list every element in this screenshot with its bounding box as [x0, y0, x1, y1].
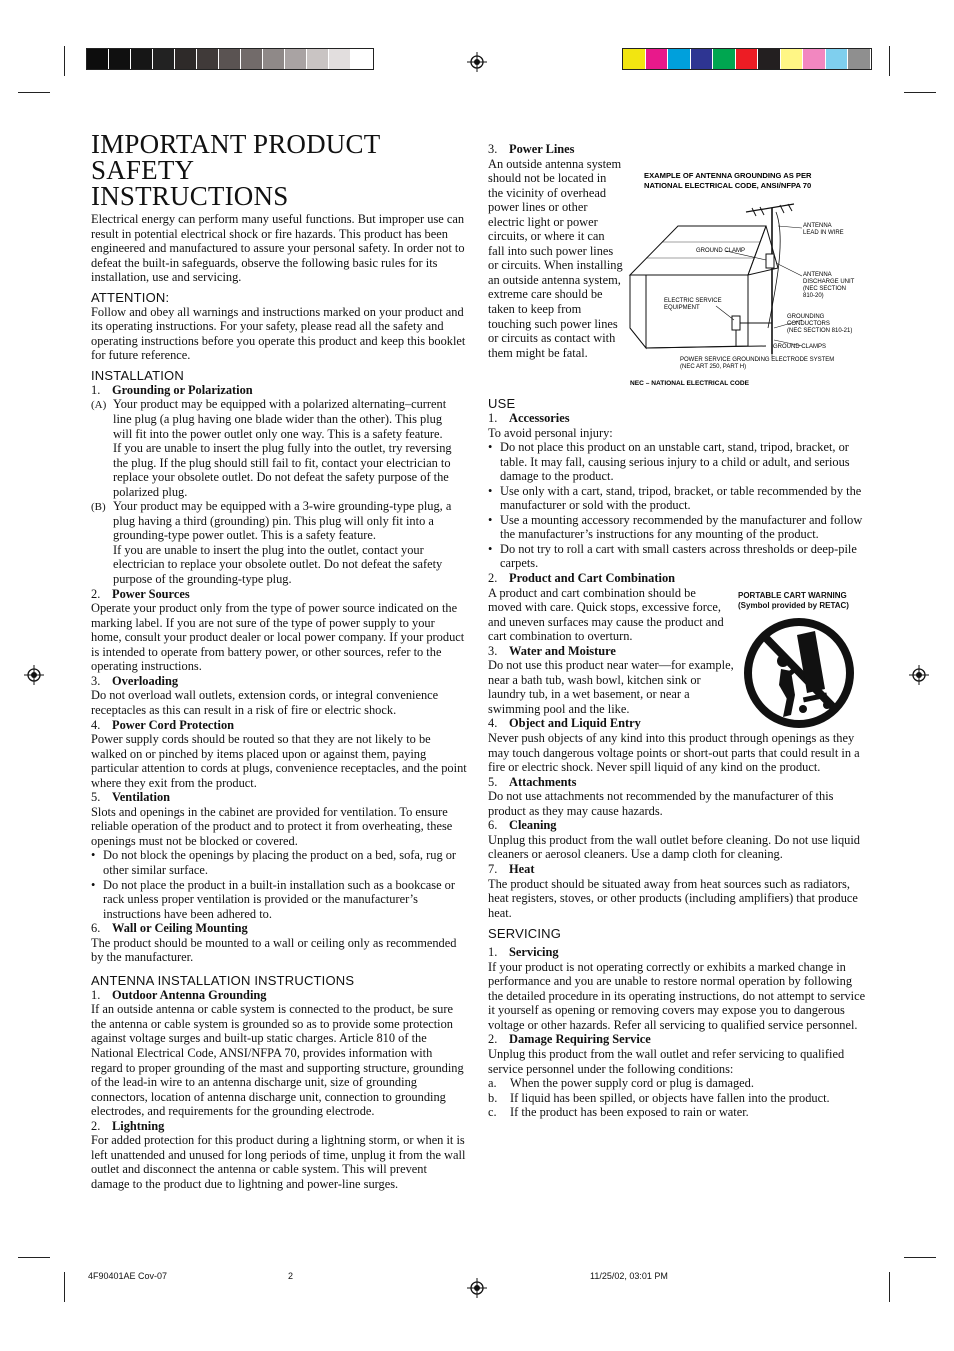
paragraph: Unplug this product from the wall outlet before cleaning. Do not use liquid cleaners or aerosol cleaners. Use a damp cloth for cleaning.: [488, 832, 860, 862]
svg-text:(NEC ART 250, PART H): (NEC ART 250, PART H): [680, 364, 747, 370]
paragraph: To avoid personal injury:: [488, 425, 613, 440]
svg-text:POWER SERVICE GROUNDING ELECTR: POWER SERVICE GROUNDING ELECTRODE SYSTEM: [680, 357, 835, 363]
calibration-swatch: [668, 49, 691, 69]
crop-mark: [64, 1272, 65, 1302]
color-calibration-bar: [622, 48, 872, 70]
antenna-heading: ANTENNA INSTALLATION INSTRUCTIONS: [91, 972, 355, 988]
svg-text:ANTENNA: ANTENNA: [803, 223, 832, 229]
paragraph: The product should be mounted to a wall or ceiling only as recommended by the manufacturer.: [91, 935, 457, 965]
calibration-swatch: [219, 49, 241, 69]
paragraph: The product should be situated away from heat sources such as radiators, heat registers, stoves, or other products (including amplifiers) that produce heat.: [488, 876, 858, 920]
calibration-swatch: [623, 49, 646, 69]
section-heading: 2. Product and Cart Combination: [488, 571, 676, 586]
calibration-swatch: [285, 49, 307, 69]
calibration-swatch: [826, 49, 849, 69]
section-heading: 1. Outdoor Antenna Grounding: [91, 987, 267, 1002]
svg-text:GROUND CLAMPS: GROUND CLAMPS: [773, 344, 827, 350]
paragraph: For added protection for this product during a lightning storm, or when it is left unattended and unused for long periods of time, unplug it from the wall outlet and disconnect the antenna or cable system. This will prevent damage to the product due to lightning and power-line surges.: [91, 1133, 466, 1191]
registration-mark-icon: [467, 52, 487, 72]
section-heading: 2. Power Sources: [91, 586, 190, 601]
crop-mark: [889, 46, 890, 76]
svg-text:GROUNDING: GROUNDING: [787, 314, 825, 320]
svg-text:EQUIPMENT: EQUIPMENT: [664, 305, 700, 311]
svg-text:ANTENNA: ANTENNA: [803, 272, 832, 278]
calibration-swatch: [109, 49, 131, 69]
attention-heading: ATTENTION:: [91, 289, 170, 305]
svg-text:810-20): 810-20): [803, 293, 824, 299]
nec-note: NEC – NATIONAL ELECTRICAL CODE: [630, 380, 750, 387]
paragraph: If an outside antenna or cable system is connected to the product, be sure the antenna or cable system is grounded so as to provide some protection against voltage surges and built-up static charges. Article 810 of the National Electrical Code, ANSI/NFPA 70, provides information with regard to proper grounding of the mast and supporting structure, grounding of the lead-in wire to an antenna discharge unit, size of grounding connectors, location of antenna discharge unit, connection to grounding electrodes, and requirements for the grounding electrode.: [91, 1002, 464, 1119]
servicing-heading: SERVICING: [488, 926, 562, 942]
paragraph: If you are unable to insert the plug fully into the outlet, try reversing the plug. If the plug should still fail to fit, contact your electrician to replace your obsolete outlet. Do not defeat the safety purpose of the polarized plug.: [113, 441, 452, 499]
crop-mark: [904, 1257, 936, 1258]
registration-mark-icon: [24, 665, 44, 685]
right-column: [488, 391, 866, 1120]
calibration-swatch: [307, 49, 329, 69]
installation-heading: INSTALLATION: [91, 367, 184, 383]
section-heading: 1. Grounding or Polarization: [91, 382, 253, 397]
cart-warning-caption: PORTABLE CART WARNING (Symbol provided by RETAC): [738, 591, 849, 610]
calibration-swatch: [87, 49, 109, 69]
section-heading: 3. Water and Moisture: [488, 643, 616, 658]
diagram-heading: EXAMPLE OF ANTENNA GROUNDING AS PER: [644, 171, 812, 180]
svg-text:(NEC SECTION: (NEC SECTION: [803, 286, 847, 292]
section-heading: 1. Accessories: [488, 411, 570, 425]
list-item: b. If liquid has been spilled, or objects have fallen into the product.: [488, 1090, 830, 1105]
page-title: [91, 131, 467, 209]
bullet-item: • Do not place the product in a built-in installation such as a bookcase or rack unless proper ventilation is provided or the manufacturer’s instructions have been adhered to.: [91, 878, 467, 922]
attention-text: Follow and obey all warnings and instructions marked on your product and its operating instructions. For your safety, please read all the safety and operating instructions before you operate this product and keep this booklet for future reference.: [91, 304, 466, 363]
svg-text:ELECTRIC SERVICE: ELECTRIC SERVICE: [664, 298, 722, 304]
svg-text:(NEC SECTION 810-21): (NEC SECTION 810-21): [787, 328, 853, 334]
paragraph: Do not use this product near water—for example, near a bath tub, wash bowl, kitchen sink or laundry tub, in a wet basement, or near a swimming pool and the like.: [488, 658, 734, 716]
bullet-item: • Use a mounting accessory recommended by the manufacturer and follow the manufacturer’s instructions for any mounting of the product.: [488, 513, 866, 542]
footer-page-number: 2: [288, 1271, 294, 1281]
calibration-swatch: [781, 49, 804, 69]
calibration-swatch: [848, 49, 871, 69]
house-illustration: [630, 204, 794, 354]
crop-mark: [64, 46, 65, 76]
calibration-swatch: [241, 49, 263, 69]
section-heading: 3. Power Lines: [488, 142, 575, 156]
paragraph: Do not overload wall outlets, extension cords, or integral convenience receptacles as this can result in a risk of fire or electric shock.: [91, 688, 439, 717]
power-lines-block: [488, 142, 623, 360]
crop-mark: [18, 1257, 50, 1258]
svg-text:DISCHARGE UNIT: DISCHARGE UNIT: [803, 279, 855, 285]
grayscale-calibration-bar: [86, 48, 374, 70]
calibration-swatch: [736, 49, 759, 69]
calibration-swatch: [803, 49, 826, 69]
bullet-item: • Use only with a cart, stand, tripod, bracket, or table recommended by the manufacturer or sold with the product.: [488, 484, 866, 513]
crop-mark: [889, 1272, 890, 1302]
list-item: (B) Your product may be equipped with a 3-wire grounding-type plug, a plug having a third (grounding) pin. This plug will only fit into a grounding-type power outlet. This is a safety feature.: [91, 499, 452, 543]
calibration-swatch: [197, 49, 219, 69]
registration-mark-icon: [909, 665, 929, 685]
section-heading: 2. Lightning: [91, 1118, 165, 1133]
list-item: a. When the power supply cord or plug is damaged.: [488, 1076, 754, 1091]
bullet-item: • Do not place this product on an unstable cart, stand, tripod, bracket, or table. It may fall, causing serious injury to a child or adult, and serious damage to the product.: [488, 440, 866, 484]
section-heading: 2. Damage Requiring Service: [488, 1032, 651, 1047]
calibration-swatch: [691, 49, 714, 69]
left-column: [91, 131, 467, 1191]
paragraph: Slots and openings in the cabinet are provided for ventilation. To ensure reliable operation of the product and to protect it from overheating, these openings must not be blocked or covered.: [91, 804, 453, 848]
paragraph: If your product is not operating correctly or exhibits a marked change in performance and you are unable to restore normal operation by following the detailed procedure in its operating instructions, do not attempt to service it yourself as opening or removing covers may expose you to dangerous voltage or other hazards. Refer all servicing to qualified service personnel.: [488, 959, 866, 1032]
paragraph: Do not use attachments not recommended by the manufacturer of this product as they may cause hazards.: [488, 789, 834, 818]
paragraph: An outside antenna system should not be located in the vicinity of overhead power lines or other electric light or power circuits, or where it can fall into such power lines or circuits. When installing an outside antenna system, extreme care should be taken to keep from touching such power lines or circuits as contact with them might be fatal.: [488, 156, 623, 360]
list-item: c. If the product has been exposed to rain or water.: [488, 1105, 749, 1120]
calibration-swatch: [351, 49, 373, 69]
bullet-item: • Do not block the openings by placing the product on a bed, sofa, rug or other similar surface.: [91, 848, 467, 877]
calibration-swatch: [131, 49, 153, 69]
section-heading: 5. Ventilation: [91, 790, 171, 805]
section-heading: 3. Overloading: [91, 673, 179, 688]
registration-mark-icon: [467, 1278, 487, 1298]
bullet-item: • Do not try to roll a cart with small casters across thresholds or deep-pile carpets.: [488, 542, 866, 571]
paragraph: Unplug this product from the wall outlet and refer servicing to qualified service personnel under the following conditions:: [488, 1046, 845, 1076]
calibration-swatch: [175, 49, 197, 69]
svg-text:CONDUCTORS: CONDUCTORS: [787, 321, 830, 327]
calibration-swatch: [646, 49, 669, 69]
section-heading: 6. Cleaning: [488, 818, 557, 833]
paragraph: Never push objects of any kind into this product through openings as they may touch dangerous voltage points or short-out parts that could result in a fire or electric shock. Never spill liquid of any kind on the product.: [488, 731, 860, 775]
calibration-swatch: [329, 49, 351, 69]
section-heading: 7. Heat: [488, 861, 535, 876]
use-heading: USE: [488, 396, 516, 411]
svg-text:GROUND CLAMP: GROUND CLAMP: [696, 248, 746, 254]
footer-timestamp: 11/25/02, 03:01 PM: [590, 1271, 668, 1281]
section-heading: 6. Wall or Ceiling Mounting: [91, 921, 248, 936]
section-heading: 1. Servicing: [488, 945, 559, 960]
svg-text:LEAD IN WIRE: LEAD IN WIRE: [803, 230, 844, 236]
intro-paragraph: Electrical energy can perform many useful functions. But improper use can result in potential electrical shock or fire hazards. This product has been engineered and manufactured to assure your personal safety. In order not to defeat the built-in safeguards, observe the following basic rules for its installation, use and servicing.: [91, 212, 465, 285]
paragraph: Power supply cords should be routed so that they are not likely to be walked on or pinched by items placed upon or against them, paying particular attention to cords at plugs, convenience receptacles, and the point where they exit from the product.: [91, 732, 467, 790]
title-line: IMPORTANT PRODUCT SAFETY: [91, 129, 380, 185]
crop-mark: [18, 92, 50, 93]
crop-mark: [904, 92, 936, 93]
calibration-swatch: [758, 49, 781, 69]
section-heading: 4. Power Cord Protection: [91, 717, 235, 732]
footer-job-code: 4F90401AE Cov-07: [88, 1271, 168, 1281]
section-heading: 5. Attachments: [488, 774, 577, 789]
paragraph: A product and cart combination should be moved with care. Quick stops, excessive force, and uneven surfaces may cause the product and cart combination to overturn.: [488, 585, 724, 644]
paragraph: If you are unable to insert the plug into the outlet, contact your electrician to replace your obsolete outlet. Do not defeat the safety purpose of the grounding-type plug.: [113, 542, 443, 587]
calibration-swatch: [263, 49, 285, 69]
title-line: INSTRUCTIONS: [91, 181, 289, 211]
antenna-grounding-diagram: [626, 168, 870, 390]
diagram-heading: NATIONAL ELECTRICAL CODE, ANSI/NFPA 70: [644, 181, 812, 190]
portable-cart-warning-icon: [743, 617, 855, 729]
paragraph: Operate your product only from the type of power source indicated on the marking label. If you are not sure of the type of power supply to your home, consult your product dealer or local power company. If your product is intended to operate from battery power, or other sources, refer to the operating instructions.: [91, 601, 465, 674]
list-item: (A) Your product may be equipped with a polarized alternating–current line plug (a plug having one blade wider than the other). This plug will fit into the power outlet only one way. This is a safety feature.: [91, 397, 447, 441]
section-heading: 4. Object and Liquid Entry: [488, 716, 641, 731]
calibration-swatch: [713, 49, 736, 69]
calibration-swatch: [153, 49, 175, 69]
